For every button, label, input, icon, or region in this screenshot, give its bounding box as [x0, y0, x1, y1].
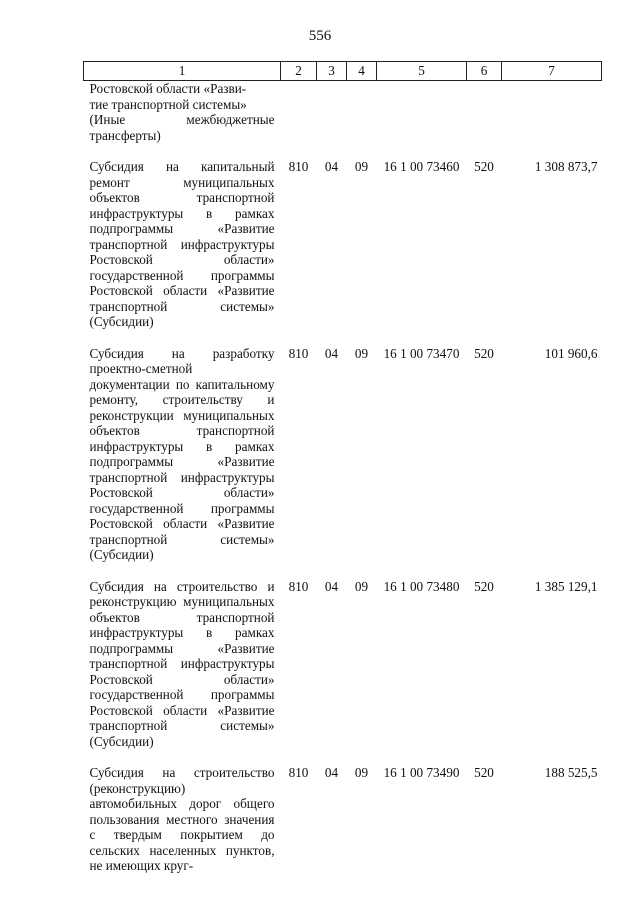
table-row — [84, 346, 602, 579]
table-row — [84, 765, 602, 890]
column-header-5: 5 — [377, 62, 467, 81]
cell-col3: 04 — [324, 578, 339, 594]
cell-col7: 188 525,5 — [544, 765, 598, 780]
cell-col4: 09 — [354, 765, 369, 780]
cell-col6: 520 — [474, 159, 494, 174]
table-row-continuation — [84, 81, 602, 160]
cell-col7: 1 308 873,7 — [534, 159, 598, 174]
column-header-4: 4 — [347, 62, 377, 81]
cell-col5: 16 1 00 73480 — [383, 578, 460, 594]
cell-col7: 101 960,6 — [544, 345, 598, 361]
cell-col5: 16 1 00 73490 — [383, 765, 460, 780]
continuation-description — [84, 81, 281, 160]
cell-col2: 810 — [288, 578, 309, 594]
cell-col3: 04 — [324, 159, 339, 174]
cell-col3: 04 — [324, 765, 339, 780]
table-row — [84, 159, 602, 346]
column-header-1: 1 — [84, 62, 281, 81]
page-number: 556 — [308, 28, 332, 44]
cell-col5: 16 1 00 73470 — [383, 345, 460, 361]
table-header-row — [84, 62, 602, 81]
column-header-2: 2 — [281, 62, 317, 81]
cell-col4: 09 — [354, 345, 369, 361]
column-header-3: 3 — [317, 62, 347, 81]
column-header-6: 6 — [467, 62, 502, 81]
cell-col2: 810 — [288, 159, 309, 174]
continuation-line: Ростовской области «Разви- — [89, 81, 247, 96]
table-row — [84, 579, 602, 766]
cell-col2: 810 — [288, 765, 309, 780]
cell-col6: 520 — [474, 345, 494, 361]
cell-col6: 520 — [474, 578, 494, 594]
cell-col4: 09 — [354, 578, 369, 594]
continuation-line: тие транспортной системы» — [89, 96, 247, 112]
cell-col5: 16 1 00 73460 — [383, 159, 460, 174]
continuation-line: трансферты) — [89, 127, 161, 143]
continuation-line: (Иные межбюджетные — [89, 112, 275, 127]
cell-col3: 04 — [324, 345, 339, 361]
cell-col2: 810 — [288, 345, 309, 361]
row-description: Субсидия на разработку проектно-сметной документации по капитальному ремонту, строительству и реконструкции муниципальных объектов транспортной инфраструктуры в рамках подпрограммы «Развитие транспортной инфраструктуры Ростовской области» государственной программы Ростовской области «Развитие транспортной системы» (Субсидии) — [89, 345, 275, 562]
row-description: Субсидия на строительство и реконструкцию муниципальных объектов транспортной инфраструктуры в рамках подпрограммы «Развитие транспортной инфраструктуры Ростовской области» государственной программы Ростовской области «Развитие транспортной системы» (Субсидии) — [89, 578, 275, 749]
cell-col4: 09 — [354, 159, 369, 174]
budget-table — [83, 61, 602, 890]
cell-col6: 520 — [474, 765, 494, 780]
row-description: Субсидия на капитальный ремонт муниципальных объектов транспортной инфраструктуры в рамках подпрограммы «Развитие транспортной инфраструктуры Ростовской области» государственной программы Ростовской области «Развитие транспортной системы» (Субсидии) — [89, 159, 275, 329]
cell-col7: 1 385 129,1 — [534, 578, 598, 594]
row-description: Субсидия на строительство (реконструкцию) автомобильных дорог общего пользования местного значения с твердым покрытием до сельских населенных пунктов, не имеющих круг- — [89, 765, 275, 873]
column-header-7: 7 — [502, 62, 602, 81]
